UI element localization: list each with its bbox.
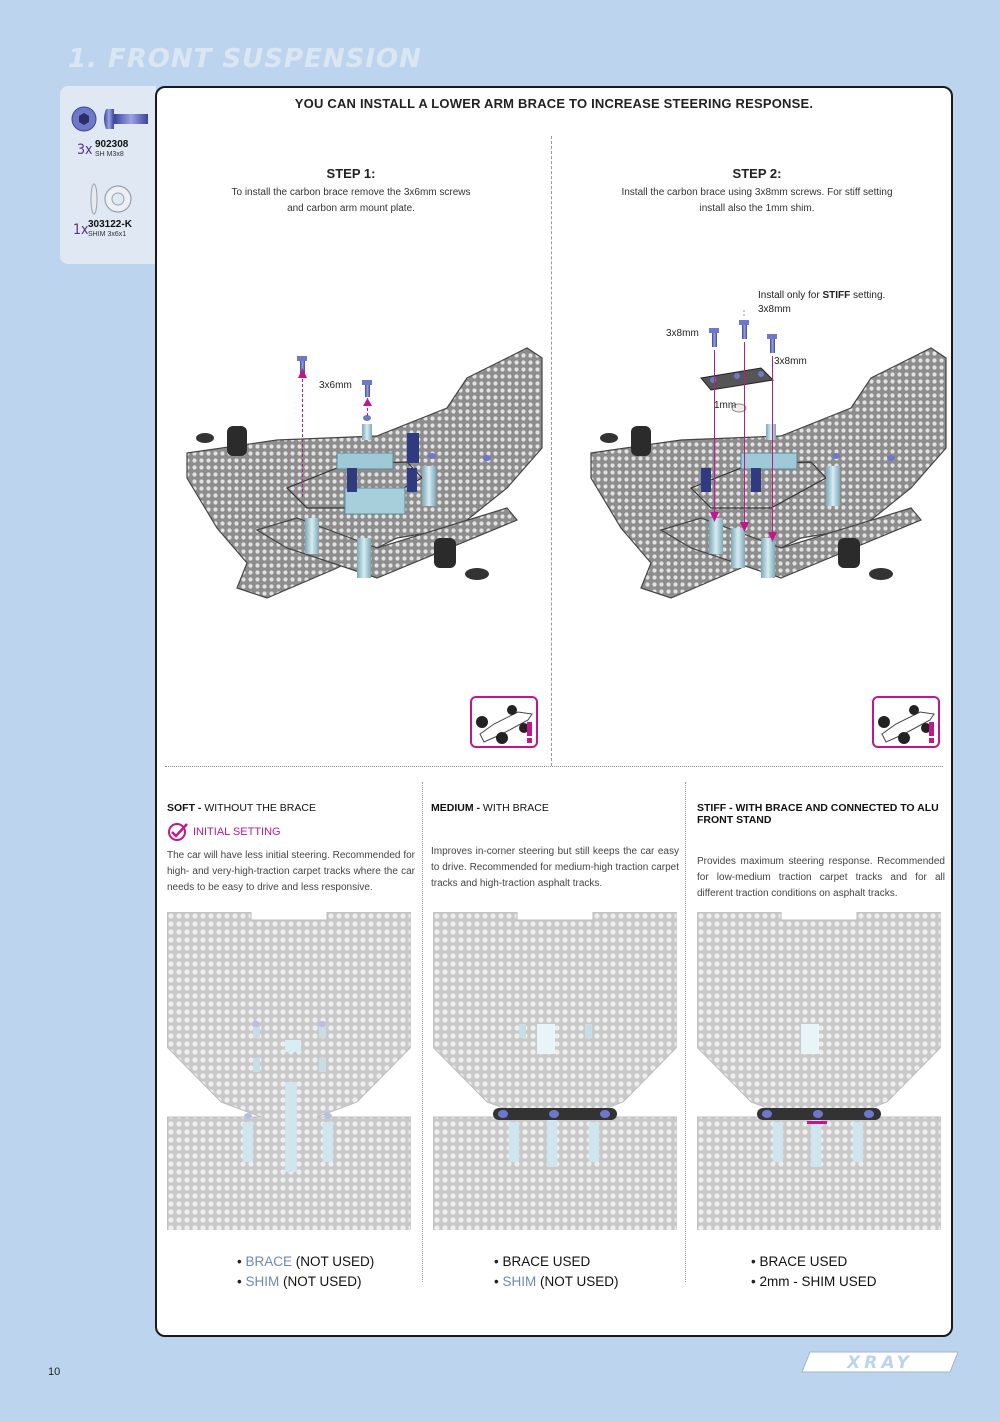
part-code: [95, 140, 128, 160]
left-screw-label: 3x8mm: [666, 328, 699, 339]
bullet-brace: • BRACE USED: [751, 1254, 848, 1269]
setting-soft: [167, 802, 415, 896]
right-screw-label: 3x8mm: [774, 356, 807, 367]
bullet-shim: • SHIM (NOT USED): [494, 1274, 619, 1289]
setting-subtitle: - WITH BRACE AND CONNECTED TO ALU FRONT STAND: [697, 802, 939, 826]
bullet-brace-note: (NOT USED): [292, 1254, 375, 1269]
shim-label: 1mm: [714, 400, 737, 411]
setting-description: Provides maximum steering response. Recommended for low-medium traction carpet tracks and for all different traction conditions on asphalt tracks.: [697, 856, 945, 899]
note-screw-label: 3x8mm: [758, 304, 791, 315]
brand-logo: [800, 1350, 960, 1374]
car-warning-icon: [874, 698, 938, 746]
part-qty: 3x: [77, 142, 93, 158]
initial-setting: [167, 822, 415, 842]
step-1: [201, 166, 501, 217]
setting-name: MEDIUM -: [431, 802, 480, 814]
step-2-text-2: install also the 1mm shim.: [699, 203, 815, 214]
step-2-diagram: [581, 308, 951, 628]
setting-title: [167, 802, 415, 814]
part-desc: SH M3x8: [95, 151, 124, 158]
step-2: [607, 166, 907, 217]
step-divider: [551, 136, 552, 766]
headline: YOU CAN INSTALL A LOWER ARM BRACE TO INCREASE STEERING RESPONSE.: [294, 96, 814, 111]
initial-setting-label: INITIAL SETTING: [193, 826, 281, 838]
column-divider: [422, 782, 423, 1282]
setting-description: The car will have less initial steering. Recommended for high- and very-high-traction carpet tracks where the car needs to be easy to drive and less responsive.: [167, 850, 415, 893]
setting-subtitle: WITHOUT THE BRACE: [201, 802, 316, 814]
bullet-brace-label: BRACE: [245, 1254, 292, 1269]
warning-badge: [470, 696, 538, 748]
section-title: 1. FRONT SUSPENSION: [68, 44, 422, 74]
bullet-shim-note: (NOT USED): [536, 1274, 619, 1289]
chassis-view-stiff: [697, 912, 941, 1230]
setting-name: SOFT -: [167, 802, 202, 814]
bullet-brace: • BRACE USED: [494, 1254, 591, 1269]
setting-stiff: [697, 802, 945, 902]
step-2-text-1: Install the carbon brace using 3x8mm screws. For stiff setting: [621, 187, 893, 198]
stiff-note-suffix: setting.: [850, 290, 886, 301]
setting-medium: [431, 802, 679, 892]
stiff-note-prefix: Install only for: [758, 290, 823, 301]
bullet-brace-label: BRACE USED: [759, 1254, 848, 1269]
parts-panel: [60, 86, 156, 264]
stiff-bullets: [751, 1252, 877, 1292]
setting-subtitle: WITH BRACE: [480, 802, 549, 814]
section-divider: [165, 766, 943, 767]
step-1-screw-label: 3x6mm: [319, 380, 352, 391]
bullet-brace-label: BRACE USED: [502, 1254, 591, 1269]
warning-badge: [872, 696, 940, 748]
bullet-brace: • BRACE (NOT USED): [237, 1254, 375, 1269]
shim-icon: [88, 182, 134, 218]
chassis-view-soft: [167, 912, 411, 1230]
setting-description: Improves in-corner steering but still keeps the car easy to drive. Recommended for medium-high traction carpet tracks and high-traction asphalt tracks.: [431, 846, 679, 889]
check-circle-icon: [167, 822, 189, 842]
part-desc: SHIM 3x6x1: [88, 231, 127, 238]
bullet-shim-label: SHIM: [245, 1274, 280, 1289]
soft-bullets: [237, 1252, 374, 1292]
bullet-shim: • SHIM (NOT USED): [237, 1274, 362, 1289]
step-1-diagram: [177, 338, 547, 628]
step-1-text-2: and carbon arm mount plate.: [287, 203, 415, 214]
part-code-number: 303122-K: [88, 219, 132, 230]
screw-icon: [70, 106, 152, 132]
step-2-title: STEP 2:: [732, 166, 782, 181]
step-1-text-1: To install the carbon brace remove the 3x6mm screws: [231, 187, 471, 198]
part-code: [88, 220, 132, 240]
stiff-note-bold: STIFF: [822, 290, 851, 301]
stiff-note: [758, 290, 885, 301]
medium-bullets: [494, 1252, 619, 1292]
bullet-shim-note: (NOT USED): [279, 1274, 362, 1289]
page-number: 10: [48, 1366, 61, 1378]
brand-logo-text: XRAY: [847, 1353, 913, 1373]
bullet-shim: • 2mm - SHIM USED: [751, 1274, 877, 1289]
part-qty: 1x: [73, 222, 89, 238]
chassis-view-medium: [433, 912, 677, 1230]
bullet-shim-label: 2mm - SHIM USED: [759, 1274, 877, 1289]
step-1-title: STEP 1:: [326, 166, 376, 181]
car-warning-icon: [472, 698, 536, 746]
instruction-panel: [155, 86, 953, 1337]
part-code-number: 902308: [95, 139, 129, 150]
setting-name: STIFF: [697, 802, 727, 814]
bullet-shim-label: SHIM: [502, 1274, 537, 1289]
column-divider: [685, 782, 686, 1282]
setting-title: [697, 802, 945, 826]
setting-title: [431, 802, 679, 814]
